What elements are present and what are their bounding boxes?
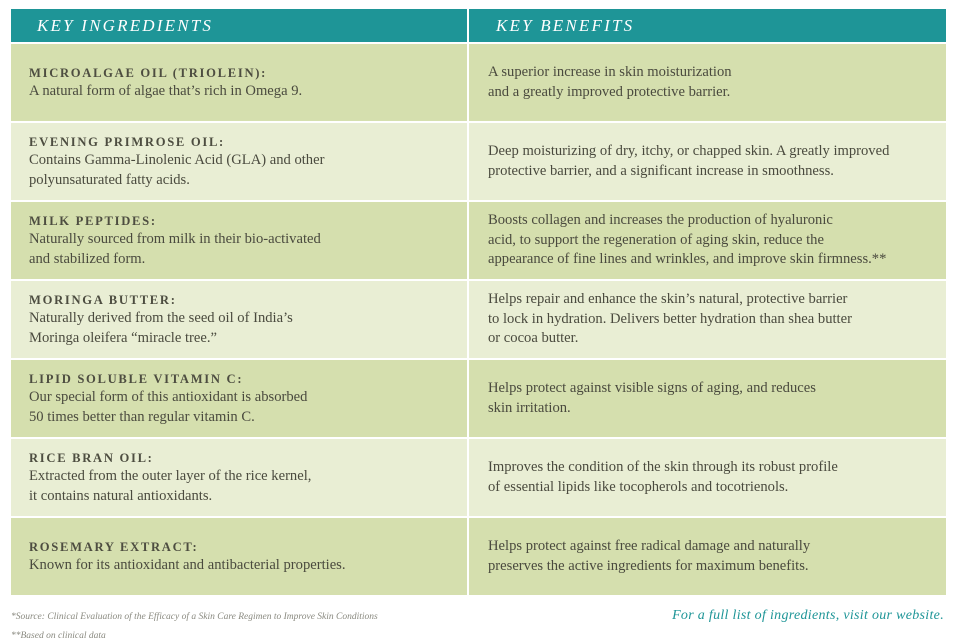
ingredient-cell bbox=[11, 360, 467, 437]
ingredient-cell bbox=[11, 439, 467, 516]
table-row bbox=[11, 44, 946, 121]
ingredient-description: Naturally derived from the seed oil of India’s Moringa oleifera “miracle tree.” bbox=[29, 310, 293, 346]
ingredient-name: RICE BRAN OIL: bbox=[29, 451, 154, 465]
ingredient-description: Known for its antioxidant and antibacterial properties. bbox=[29, 556, 346, 573]
benefit-text: Deep moisturizing of dry, itchy, or chapped skin. A greatly improved protective barrier, and a significant increase in smoothness. bbox=[488, 143, 890, 179]
table-row bbox=[11, 123, 946, 200]
table-row bbox=[11, 439, 946, 516]
benefit-text: Improves the condition of the skin through its robust profile of essential lipids like tocopherols and tocotrienols. bbox=[488, 459, 838, 495]
ingredient-name: MICROALGAE OIL (TRIOLEIN): bbox=[29, 65, 268, 80]
ingredient-name: MILK PEPTIDES: bbox=[29, 214, 157, 228]
website-link[interactable]: For a full list of ingredients, visit our website. bbox=[672, 608, 944, 623]
table-header bbox=[11, 9, 946, 42]
benefit-text: Helps protect against visible signs of aging, and reduces skin irritation. bbox=[488, 380, 816, 416]
ingredient-cell bbox=[11, 202, 467, 279]
ingredient-cell bbox=[11, 123, 467, 200]
table-row bbox=[11, 518, 946, 595]
ingredient-description: Our special form of this antioxidant is absorbed 50 times better than regular vitamin C. bbox=[29, 389, 308, 425]
table-row bbox=[11, 281, 946, 358]
ingredient-name: LIPID SOLUBLE VITAMIN C: bbox=[29, 372, 244, 386]
benefit-cell bbox=[469, 44, 946, 121]
source-footnote: *Source: Clinical Evaluation of the Efficacy of a Skin Care Regimen to Improve Skin Conditions bbox=[11, 612, 378, 622]
ingredient-cell bbox=[11, 518, 467, 595]
ingredient-description: Contains Gamma-Linolenic Acid (GLA) and other polyunsaturated fatty acids. bbox=[29, 152, 325, 188]
benefit-cell bbox=[469, 123, 946, 200]
ingredient-name: ROSEMARY EXTRACT: bbox=[29, 539, 199, 554]
benefit-cell bbox=[469, 360, 946, 437]
header-key-ingredients: KEY INGREDIENTS bbox=[11, 9, 467, 42]
benefit-text: Boosts collagen and increases the production of hyaluronic acid, to support the regeneration of aging skin, reduce the appearance of fine lines and wrinkles, and improve skin firmness.** bbox=[488, 212, 887, 268]
table-row bbox=[11, 202, 946, 279]
benefit-cell bbox=[469, 281, 946, 358]
benefit-text: A superior increase in skin moisturization and a greatly improved protective barrier. bbox=[488, 64, 732, 100]
benefit-text: Helps protect against free radical damage and naturally preserves the active ingredients for maximum benefits. bbox=[488, 538, 811, 574]
ingredient-description: Naturally sourced from milk in their bio-activated and stabilized form. bbox=[29, 231, 321, 267]
benefit-cell bbox=[469, 518, 946, 595]
benefit-cell bbox=[469, 202, 946, 279]
ingredient-description: Extracted from the outer layer of the rice kernel, it contains natural antioxidants. bbox=[29, 468, 312, 504]
header-key-benefits: KEY BENEFITS bbox=[469, 9, 946, 42]
ingredient-cell bbox=[11, 281, 467, 358]
benefit-cell bbox=[469, 439, 946, 516]
ingredients-table bbox=[11, 9, 946, 595]
ingredient-cell bbox=[11, 44, 467, 121]
ingredient-description: A natural form of algae that’s rich in Omega 9. bbox=[29, 82, 303, 99]
ingredient-name: EVENING PRIMROSE OIL: bbox=[29, 135, 225, 149]
table-row bbox=[11, 360, 946, 437]
clinical-footnote: **Based on clinical data bbox=[11, 631, 106, 640]
ingredient-name: MORINGA BUTTER: bbox=[29, 293, 177, 307]
benefit-text: Helps repair and enhance the skin’s natural, protective barrier to lock in hydration. Delivers better hydration than shea butter or cocoa butter. bbox=[488, 291, 852, 347]
